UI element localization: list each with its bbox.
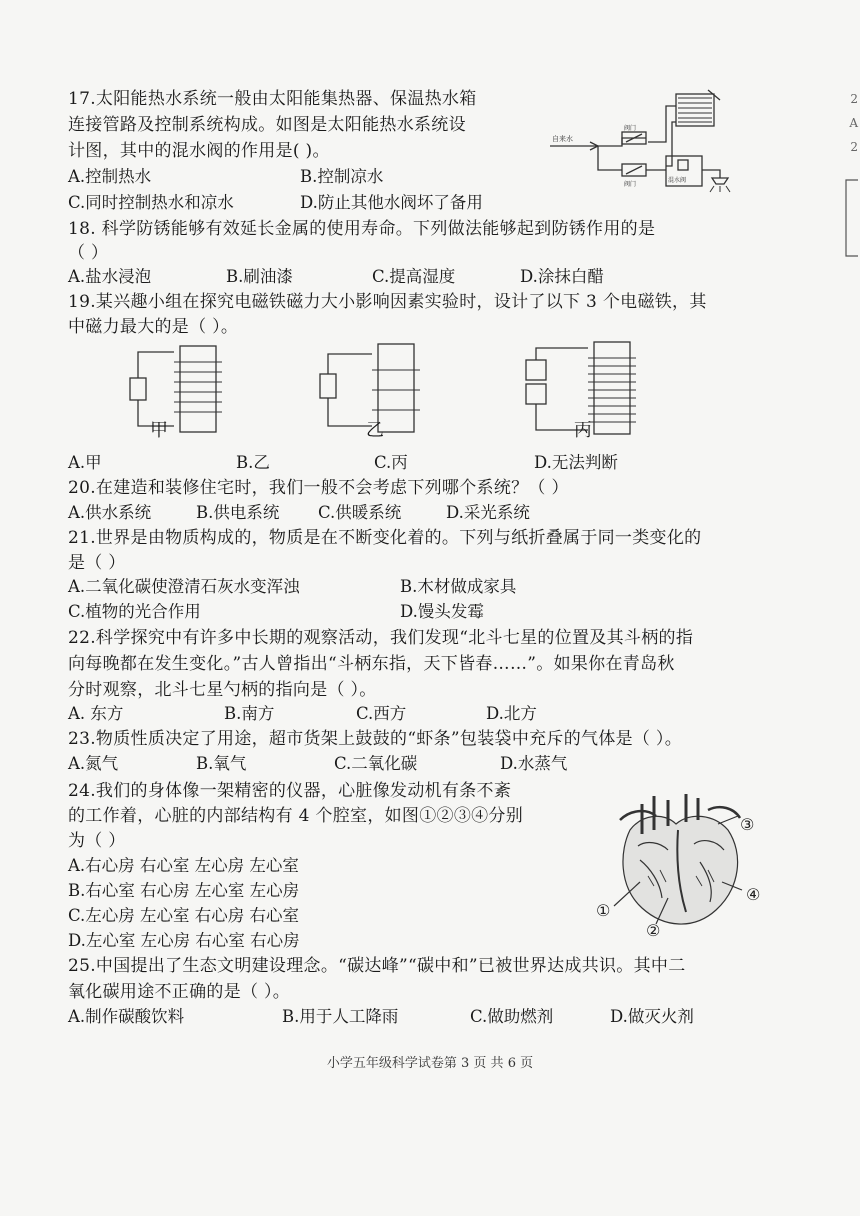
q24-line1: 24.我们的身体像一架精密的仪器，心脏像发动机有条不紊 xyxy=(68,781,512,801)
q23-option-c[interactable]: C.二氧化碳 xyxy=(334,754,418,773)
q24-option-a[interactable]: A.右心房 右心室 左心房 左心室 xyxy=(68,856,299,875)
q17-option-d[interactable]: D.防止其他水阀坏了备用 xyxy=(300,193,483,212)
q17-line2: 连接管路及控制系统构成。如图是太阳能热水系统设 xyxy=(68,115,466,135)
heart-label-3: ③ xyxy=(740,815,755,834)
q22-option-b[interactable]: B.南方 xyxy=(224,704,275,723)
q22-line2: 向每晚都在发生变化。”古人曾指出“斗柄东指，天下皆春……”。如果你在青岛秋 xyxy=(68,654,675,674)
q21-option-c[interactable]: C.植物的光合作用 xyxy=(68,602,201,621)
edge-bracket xyxy=(842,178,860,258)
solar-heater-diagram xyxy=(548,86,748,194)
q24-line3: 为（ ） xyxy=(68,831,126,851)
q20-option-c[interactable]: C.供暖系统 xyxy=(318,503,402,522)
q19-option-a[interactable]: A.甲 xyxy=(68,453,102,472)
label-inlet: 自来水 xyxy=(552,135,573,143)
q24-option-d[interactable]: D.左心室 左心房 右心室 右心房 xyxy=(68,931,300,950)
page-footer: 小学五年级科学试卷第 3 页 共 6 页 xyxy=(326,1056,534,1071)
q19-line1: 19.某兴趣小组在探究电磁铁磁力大小影响因素实验时，设计了以下 3 个电磁铁，其 xyxy=(68,292,707,312)
q21-line2: 是（ ） xyxy=(68,553,126,573)
q25-option-d[interactable]: D.做灭火剂 xyxy=(610,1007,694,1026)
q24-option-c[interactable]: C.左心房 左心室 右心房 右心室 xyxy=(68,906,300,925)
label-mixer: 混水阀 xyxy=(668,177,687,184)
q17-line1: 17.太阳能热水系统一般由太阳能集热器、保温热水箱 xyxy=(68,89,477,109)
fig-label-yi: 乙 xyxy=(366,420,385,441)
q24-line2: 的工作着，心脏的内部结构有 4 个腔室，如图①②③④分别 xyxy=(68,806,524,826)
edge-mark: A xyxy=(849,116,858,130)
q21-option-b[interactable]: B.木材做成家具 xyxy=(400,577,517,596)
heart-diagram xyxy=(590,790,780,940)
heart-label-4: ④ xyxy=(746,885,761,904)
q22-option-a[interactable]: A. 东方 xyxy=(68,704,124,723)
edge-mark: 2 xyxy=(850,92,858,106)
label-valve1: 阀门 xyxy=(624,125,637,132)
q20-line1: 20.在建造和装修住宅时，我们一般不会考虑下列哪个系统？（ ） xyxy=(68,478,569,498)
heart-label-2: ② xyxy=(646,921,661,940)
q20-option-b[interactable]: B.供电系统 xyxy=(196,503,280,522)
q18-option-d[interactable]: D.涂抹白醋 xyxy=(520,267,604,286)
q22-option-c[interactable]: C.西方 xyxy=(356,704,407,723)
q22-option-d[interactable]: D.北方 xyxy=(486,704,537,723)
q18-option-b[interactable]: B.刷油漆 xyxy=(226,267,293,286)
q19-line2: 中磁力最大的是（ ）。 xyxy=(68,317,239,337)
q22-line1: 22.科学探究中有许多中长期的观察活动，我们发现“北斗七星的位置及其斗柄的指 xyxy=(68,628,694,648)
fig-label-jia: 甲 xyxy=(150,420,169,441)
q18-line2: （ ） xyxy=(68,243,109,263)
q19-option-c[interactable]: C.丙 xyxy=(374,453,408,472)
q25-line1: 25.中国提出了生态文明建设理念。“碳达峰”“碳中和”已被世界达成共识。其中二 xyxy=(68,956,686,976)
q18-line1: 18. 科学防锈能够有效延长金属的使用寿命。下列做法能够起到防锈作用的是 xyxy=(68,219,656,239)
q23-option-a[interactable]: A.氮气 xyxy=(68,754,119,773)
label-valve2: 阀门 xyxy=(624,181,637,188)
q23-option-d[interactable]: D.水蒸气 xyxy=(500,754,568,773)
fig-label-bing: 丙 xyxy=(574,420,593,441)
q20-option-a[interactable]: A.供水系统 xyxy=(68,503,152,522)
q23-line1: 23.物质性质决定了用途，超市货架上鼓鼓的“虾条”包装袋中充斥的气体是（ ）。 xyxy=(68,729,683,749)
edge-mark: 2 xyxy=(850,140,858,154)
q17-option-c[interactable]: C.同时控制热水和凉水 xyxy=(68,193,234,212)
q18-option-a[interactable]: A.盐水浸泡 xyxy=(68,267,152,286)
heart-label-1: ① xyxy=(596,901,611,920)
q21-option-d[interactable]: D.馒头发霉 xyxy=(400,602,484,621)
q21-line1: 21.世界是由物质构成的，物质是在不断变化着的。下列与纸折叠属于同一类变化的 xyxy=(68,528,702,548)
q25-line2: 氧化碳用途不正确的是（ ）。 xyxy=(68,982,291,1002)
q22-line3: 分时观察，北斗七星勺柄的指向是（ ）。 xyxy=(68,680,377,700)
q25-option-a[interactable]: A.制作碳酸饮料 xyxy=(68,1007,185,1026)
q17-line3: 计图，其中的混水阀的作用是( )。 xyxy=(68,141,330,161)
q18-option-c[interactable]: C.提高湿度 xyxy=(372,267,456,286)
q20-option-d[interactable]: D.采光系统 xyxy=(446,503,530,522)
q25-option-b[interactable]: B.用于人工降雨 xyxy=(282,1007,399,1026)
q21-option-a[interactable]: A.二氧化碳使澄清石灰水变浑浊 xyxy=(68,577,300,596)
q19-option-b[interactable]: B.乙 xyxy=(236,453,270,472)
q17-option-a[interactable]: A.控制热水 xyxy=(68,167,152,186)
q17-option-b[interactable]: B.控制凉水 xyxy=(300,167,384,186)
q19-option-d[interactable]: D.无法判断 xyxy=(534,453,618,472)
q23-option-b[interactable]: B.氧气 xyxy=(196,754,247,773)
q25-option-c[interactable]: C.做助燃剂 xyxy=(470,1007,554,1026)
q24-option-b[interactable]: B.右心室 右心房 左心室 左心房 xyxy=(68,881,300,900)
